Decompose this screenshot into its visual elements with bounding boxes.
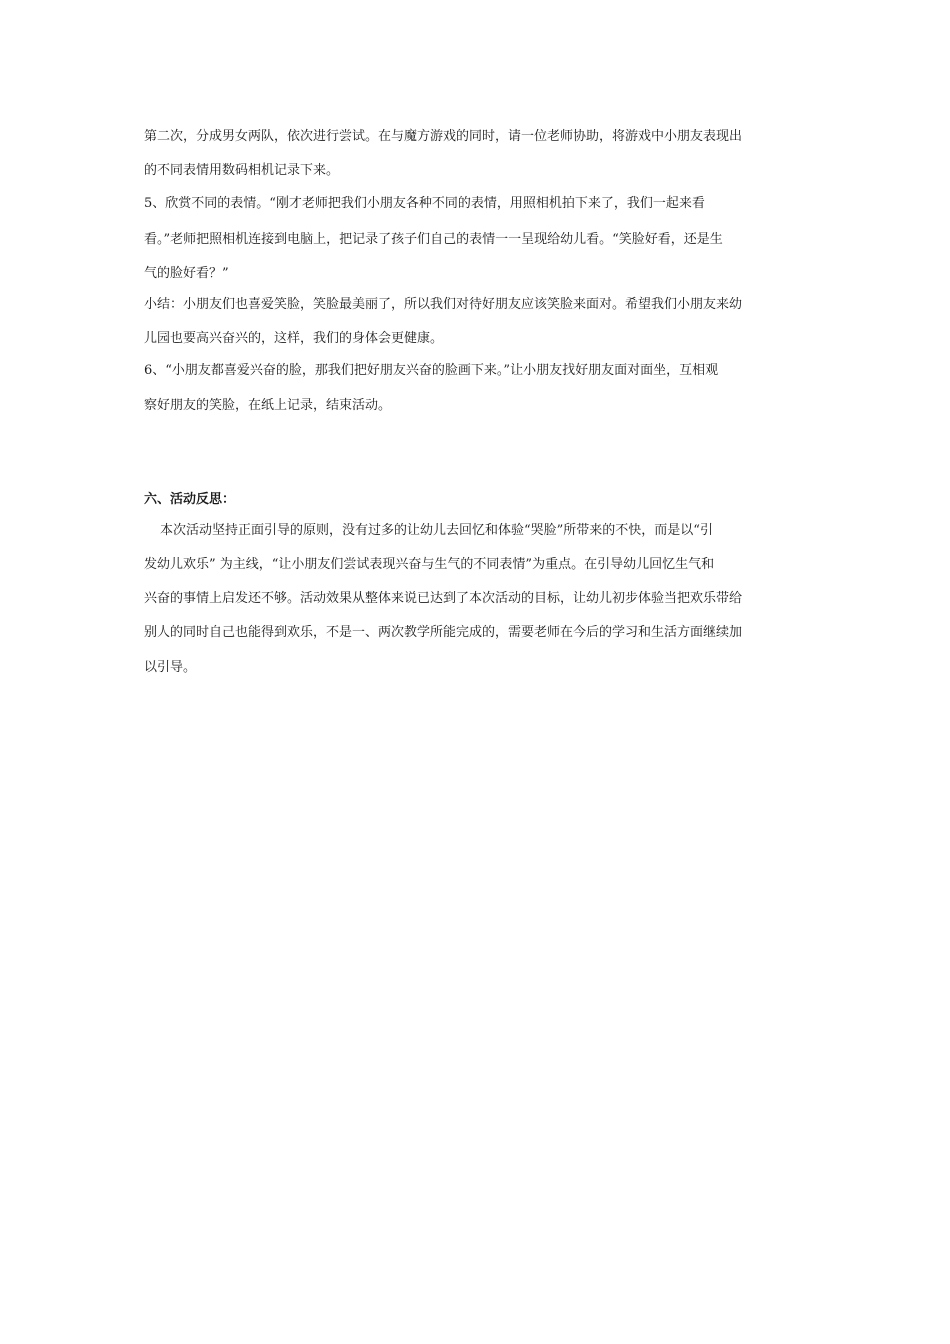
text-line: 小结：小朋友们也喜爱笑脸，笑脸最美丽了，所以我们对待好朋友应该笑脸来面对。希望我们小朋友来幼 xyxy=(144,297,743,312)
text-line: 儿园也要高兴奋兴的，这样，我们的身体会更健康。 xyxy=(144,331,444,346)
text-line: 第二次，分成男女两队，依次进行尝试。在与魔方游戏的同时，请一位老师协助，将游戏中小朋友表现出 xyxy=(144,129,743,144)
paragraph-line: 以引导。 xyxy=(144,660,197,675)
paragraph-line: 发幼儿欢乐” 为主线，“让小朋友们尝试表现兴奋与生气的不同表情”为重点。在引导幼儿回忆生气和 xyxy=(144,557,715,572)
text-line: 5、欣赏不同的表情。“刚才老师把我们小朋友各种不同的表情，用照相机拍下来了，我们一起来看 xyxy=(144,196,705,211)
text-line: 察好朋友的笑脸，在纸上记录，结束活动。 xyxy=(144,398,392,413)
paragraph-line: 别人的同时自己也能得到欢乐，不是一、两次教学所能完成的，需要老师在今后的学习和生活方面继续加 xyxy=(144,625,743,640)
text-line: 的不同表情用数码相机记录下来。 xyxy=(144,163,340,178)
text-line: 6、“小朋友都喜爱兴奋的脸，那我们把好朋友兴奋的脸画下来。”让小朋友找好朋友面对面坐，互相观 xyxy=(144,363,719,378)
text-line: 气的脸好看？” xyxy=(144,266,229,281)
paragraph-line: 兴奋的事情上启发还不够。活动效果从整体来说已达到了本次活动的目标，让幼儿初步体验当把欢乐带给 xyxy=(144,591,743,606)
paragraph-line: 本次活动坚持正面引导的原则，没有过多的让幼儿去回忆和体验“哭脸”所带来的不快，而是以“引 xyxy=(160,523,713,538)
section-heading: 六、活动反思： xyxy=(144,492,236,507)
text-line: 看。”老师把照相机连接到电脑上，把记录了孩子们自己的表情一一呈现给幼儿看。“笑脸好看，还是生 xyxy=(144,232,723,247)
